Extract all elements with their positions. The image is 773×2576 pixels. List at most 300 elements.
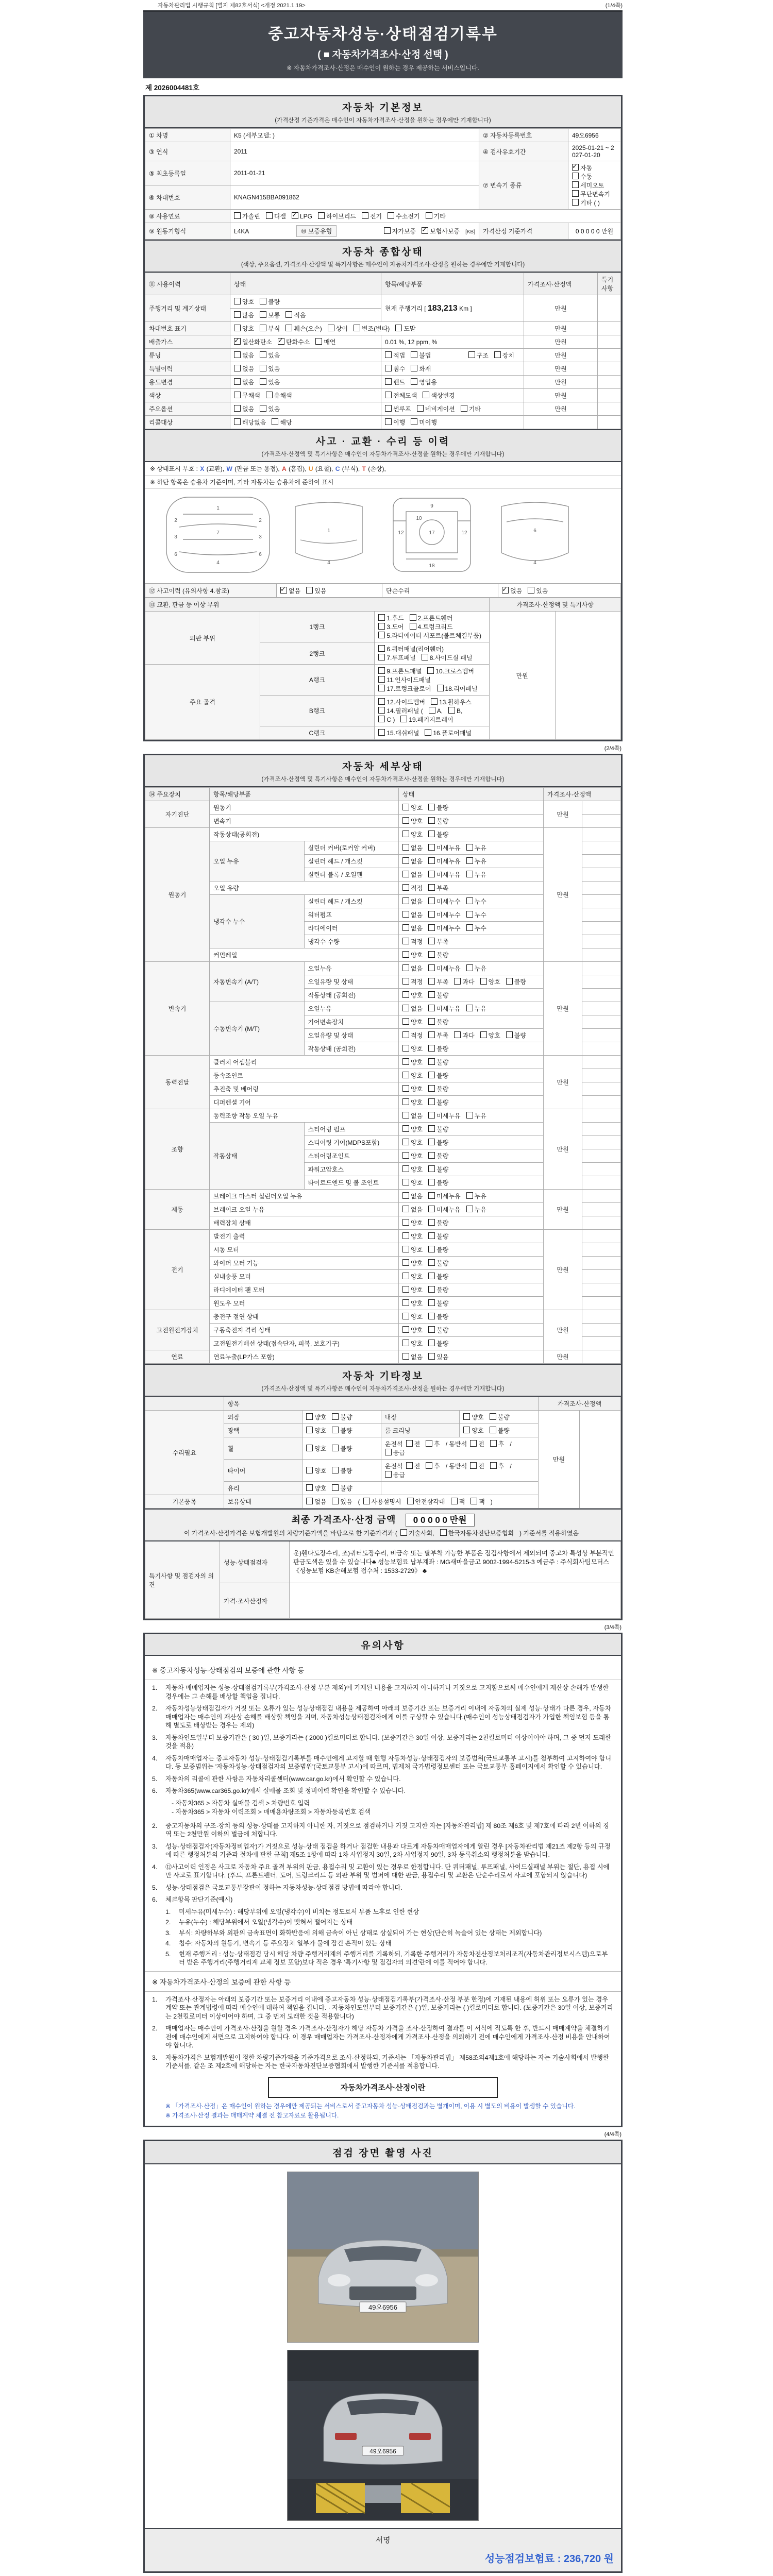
checkbox-양호[interactable]	[402, 1219, 409, 1226]
repair-group-label: 수리필요	[145, 1411, 224, 1495]
checkbox-양호[interactable]	[402, 1299, 409, 1306]
checkbox-양호[interactable]	[234, 325, 241, 331]
exchange-rank-table	[145, 598, 621, 740]
row-label: 주요옵션	[145, 402, 230, 416]
checkbox-양호[interactable]	[480, 978, 487, 985]
checkbox-14.필러패널 ([interactable]	[378, 707, 385, 714]
option-탄화수소: ✓ 탄화수소	[278, 337, 310, 346]
checkbox-양호[interactable]	[402, 1259, 409, 1266]
checkbox-훼손(오손)[interactable]	[285, 325, 292, 331]
detail-header: 항목/해당부품	[210, 788, 399, 801]
checkbox-불량[interactable]	[506, 1031, 513, 1038]
regulation-line	[143, 0, 623, 10]
checkbox-양호[interactable]	[306, 1467, 313, 1473]
checkbox-양호[interactable]	[402, 804, 409, 810]
checkbox-한국자동차진단보증협회[interactable]	[440, 1529, 447, 1536]
note-cell	[582, 922, 621, 935]
checkbox-가솔린[interactable]	[234, 212, 241, 219]
etc-empty	[381, 1482, 538, 1495]
detail-header: 가격조사·산정액	[544, 788, 621, 801]
status-options	[399, 1310, 544, 1324]
checkbox-불량[interactable]	[332, 1427, 339, 1433]
item-label: 시동 모터	[210, 1243, 399, 1257]
checkbox-적정[interactable]	[402, 978, 409, 985]
row-label: 특별이력	[145, 362, 230, 376]
checkbox-네비게이션[interactable]	[417, 405, 424, 412]
checkbox-침수[interactable]	[385, 365, 392, 371]
checkbox-없음[interactable]	[402, 1005, 409, 1011]
option-양호: 양호	[306, 1484, 326, 1493]
item-label: 충전구 절연 상태	[210, 1310, 399, 1324]
checkbox-누수[interactable]	[466, 897, 473, 904]
checkbox-후[interactable]	[426, 1462, 432, 1469]
checkbox-사용설명서[interactable]	[363, 1498, 370, 1504]
checkbox-8.사이드실 패널[interactable]	[422, 654, 428, 660]
option-네비게이션: 네비게이션	[417, 404, 455, 413]
item-label: 와이퍼 모터 기능	[210, 1257, 399, 1270]
option-18.리어패널: 18.리어패널	[437, 684, 478, 693]
field-value-transmission	[568, 161, 621, 210]
sub-item-label: 스티어링 기어(MDPS포함)	[304, 1136, 399, 1149]
checkbox-미세누유[interactable]	[428, 1005, 435, 1011]
checkbox-A,[interactable]	[429, 707, 435, 714]
note-cell	[582, 1069, 621, 1082]
checkbox-없음[interactable]	[402, 844, 409, 851]
checkbox-자가보증[interactable]	[384, 227, 391, 234]
checkbox-양호[interactable]	[402, 1179, 409, 1185]
checkbox-양호[interactable]	[402, 1273, 409, 1279]
checkbox-불량[interactable]	[428, 1313, 435, 1319]
checkbox-18.리어패널[interactable]	[437, 685, 444, 691]
checkbox-없음[interactable]	[402, 964, 409, 971]
option-없음: 없음	[402, 910, 423, 919]
checkbox-부족[interactable]	[428, 1031, 435, 1038]
checkbox-미세누유[interactable]	[428, 1206, 435, 1212]
option-양호: 양호	[402, 1339, 423, 1348]
checkbox-불량[interactable]	[428, 831, 435, 837]
checkbox-양호[interactable]	[306, 1445, 313, 1451]
detail-row	[145, 962, 621, 975]
checkbox-양호[interactable]	[402, 1326, 409, 1333]
checkbox-썬루프[interactable]	[385, 405, 392, 412]
checkbox-기술사회,[interactable]	[400, 1529, 407, 1536]
checkbox-없음[interactable]	[402, 1192, 409, 1199]
checkbox-적정[interactable]	[402, 1031, 409, 1038]
option-17.트렁크플로어: 17.트렁크플로어	[378, 684, 431, 693]
checkbox-불량[interactable]	[428, 1246, 435, 1252]
checkbox-과다[interactable]	[454, 1031, 461, 1038]
checkbox-불량[interactable]	[428, 1072, 435, 1078]
checkbox-불량[interactable]	[428, 1340, 435, 1346]
checkbox-있음[interactable]	[260, 378, 266, 385]
checkbox-보험사보증[interactable]	[422, 227, 428, 234]
checkbox-유채색[interactable]	[266, 392, 273, 398]
option-A,: A,	[429, 707, 443, 715]
svg-text:3: 3	[174, 534, 177, 540]
checkbox-없음[interactable]	[402, 1353, 409, 1360]
option-양호: 양호	[402, 1018, 423, 1026]
checkbox-기타[interactable]	[461, 405, 467, 412]
checkbox-부족[interactable]	[428, 978, 435, 985]
svg-text:7: 7	[216, 530, 220, 536]
checkbox-불량[interactable]	[490, 1413, 496, 1420]
checkbox-양호[interactable]	[402, 1058, 409, 1065]
option-후: 후	[490, 1462, 505, 1470]
basic-items-sublabel: 보유상태	[224, 1495, 303, 1509]
etc-item-label: 휠	[224, 1437, 303, 1460]
checkbox-불량[interactable]	[332, 1484, 339, 1491]
device-label: 전기	[145, 1230, 210, 1310]
checkbox-누유[interactable]	[466, 844, 473, 851]
checkbox-양호[interactable]	[402, 831, 409, 837]
checkbox-없음[interactable]	[402, 871, 409, 877]
checkbox-누유[interactable]	[466, 964, 473, 971]
checkbox-17.트렁크플로어[interactable]	[378, 685, 385, 691]
checkbox-3.도어[interactable]	[378, 623, 385, 630]
checkbox-19.패키지트레이[interactable]	[400, 716, 407, 722]
checkbox-화재[interactable]	[411, 365, 417, 371]
checkbox-디젤[interactable]	[266, 212, 273, 219]
status-code-W: W	[226, 465, 232, 472]
checkbox-도말[interactable]	[395, 325, 402, 331]
checkbox-양호[interactable]	[402, 1340, 409, 1346]
checkbox-장치[interactable]	[494, 351, 501, 358]
checkbox-불량[interactable]	[428, 1326, 435, 1333]
option-적정: 적정	[402, 977, 423, 986]
checkbox-전[interactable]	[470, 1462, 477, 1469]
checkbox-양호[interactable]	[402, 1232, 409, 1239]
checkbox-적정[interactable]	[402, 938, 409, 944]
checkbox-불량[interactable]	[428, 1018, 435, 1025]
checkbox-양호[interactable]	[402, 1098, 409, 1105]
checkbox-양호[interactable]	[402, 1085, 409, 1092]
option-text: (	[358, 1498, 360, 1505]
checkbox-양호[interactable]	[463, 1427, 470, 1433]
option-색상변경: 색상변경	[423, 391, 455, 400]
checkbox-렌트[interactable]	[385, 378, 392, 385]
checkbox-해당없음[interactable]	[234, 418, 241, 425]
checkbox-후[interactable]	[426, 1440, 432, 1447]
checkbox-양호[interactable]	[402, 1072, 409, 1078]
checkbox-양호[interactable]	[402, 1165, 409, 1172]
checkbox-후[interactable]	[490, 1440, 497, 1447]
checkbox-불량[interactable]	[332, 1445, 339, 1451]
option-없음: 없음	[402, 924, 423, 933]
checkbox-불량[interactable]	[428, 1273, 435, 1279]
option-불량: 불량	[332, 1426, 352, 1435]
checkbox-불량[interactable]	[428, 1299, 435, 1306]
checkbox-불량[interactable]	[428, 817, 435, 824]
checkbox-이행[interactable]	[385, 418, 392, 425]
svg-text:6: 6	[259, 552, 262, 557]
note-cell	[582, 1243, 621, 1257]
checkbox-11.인사이드패널[interactable]	[378, 676, 385, 683]
checkbox-미세누수[interactable]	[428, 924, 435, 931]
checkbox-1.후드[interactable]	[378, 614, 385, 621]
checkbox-있음[interactable]	[332, 1498, 339, 1504]
checkbox-불량[interactable]	[428, 1125, 435, 1132]
sub-item-label: 스티어링조인트	[304, 1149, 399, 1163]
checkbox-양호[interactable]	[306, 1484, 313, 1491]
checkbox-부족[interactable]	[428, 884, 435, 891]
checkbox-불량[interactable]	[428, 1045, 435, 1052]
checkbox-미세누유[interactable]	[428, 1192, 435, 1199]
checkbox-누유[interactable]	[466, 1206, 473, 1212]
checkbox-6.쿼터패널(리어휀더)[interactable]	[378, 645, 385, 652]
checkbox-없음[interactable]	[234, 351, 241, 358]
checkbox-누유[interactable]	[466, 1005, 473, 1011]
checkbox-불량[interactable]	[428, 1165, 435, 1172]
notice-item: 6. 체크항목 판단기준(예시)	[152, 1896, 233, 1903]
checkbox-5.라디에이터 서포트(볼트체결부품)[interactable]	[378, 632, 385, 638]
checkbox-있음[interactable]	[260, 351, 266, 358]
etc-note: (가격조사·산정액 및 특기사항은 매수인이 자동차가격조사·산정을 원하는 경우에만 기재합니다)	[261, 1386, 505, 1392]
price-cell: 만원	[524, 295, 598, 322]
checkbox-미세누수[interactable]	[428, 897, 435, 904]
checkbox-12.사이드멤버[interactable]	[378, 698, 385, 705]
checkbox-불법[interactable]	[411, 351, 417, 358]
checkbox-양호[interactable]	[402, 951, 409, 958]
checkbox-양호[interactable]	[402, 1018, 409, 1025]
checkbox-없음[interactable]	[402, 911, 409, 918]
checkbox-자동[interactable]	[572, 164, 579, 171]
checkbox-전[interactable]	[470, 1440, 477, 1447]
checkbox-있음[interactable]	[306, 587, 313, 594]
checkbox-전체도색[interactable]	[385, 392, 392, 398]
checkbox-있음[interactable]	[260, 365, 266, 371]
checkbox-구조[interactable]	[468, 351, 475, 358]
status-options	[399, 828, 544, 841]
checkbox-없음[interactable]	[402, 1112, 409, 1118]
checkbox-무채색[interactable]	[234, 392, 241, 398]
checkbox-불량[interactable]	[428, 991, 435, 998]
checkbox-불량[interactable]	[428, 804, 435, 810]
sub-item-label: 오일유량 및 상태	[304, 975, 399, 989]
checkbox-없음[interactable]	[306, 1498, 313, 1504]
checkbox-하이브리드[interactable]	[318, 212, 325, 219]
checkbox-양호[interactable]	[480, 1031, 487, 1038]
checkbox-해당[interactable]	[272, 418, 278, 425]
item-label: 클러치 어셈블리	[210, 1056, 399, 1069]
checkbox-전기[interactable]	[362, 212, 368, 219]
checkbox-미세누수[interactable]	[428, 911, 435, 918]
checkbox-일산화탄소[interactable]	[234, 338, 241, 345]
sub-item-label: 작동상태 (공회전)	[304, 989, 399, 1002]
option-불량: 불량	[428, 803, 448, 812]
checkbox-누유[interactable]	[466, 871, 473, 877]
checkbox-기타 ( )[interactable]	[572, 199, 579, 206]
checkbox-2.프론트휀더[interactable]	[410, 614, 416, 621]
notice-item: 5. 성능·상태점검은 국토교통부장관이 정하는 자동차성능·상태점검 방법에 따라야 합니다.	[152, 1884, 402, 1891]
option-전: 전	[470, 1462, 484, 1470]
checkbox-양호[interactable]	[402, 991, 409, 998]
checkbox-잭[interactable]	[451, 1498, 458, 1504]
checkbox-과다[interactable]	[454, 978, 461, 985]
checkbox-잭[interactable]	[470, 1498, 477, 1504]
checkbox-있음[interactable]	[428, 1353, 435, 1360]
checkbox-불량[interactable]	[428, 1259, 435, 1266]
checkbox-없음[interactable]	[502, 587, 509, 594]
checkbox-4.트렁크리드[interactable]	[410, 623, 416, 630]
price-cell: 만원	[544, 1190, 582, 1230]
checkbox-없음[interactable]	[280, 587, 287, 594]
option-8.사이드실 패널: 8.사이드실 패널	[422, 653, 473, 662]
checkbox-양호[interactable]	[234, 298, 241, 304]
checkbox-보통[interactable]	[260, 311, 266, 318]
checkbox-탄화수소[interactable]	[278, 338, 284, 345]
checkbox-양호[interactable]	[402, 1125, 409, 1132]
checkbox-기타[interactable]	[426, 212, 432, 219]
note-cell	[598, 416, 621, 429]
checkbox-미세누유[interactable]	[428, 844, 435, 851]
checkbox-양호[interactable]	[463, 1413, 470, 1420]
checkbox-미세누유[interactable]	[428, 1112, 435, 1118]
checkbox-부식[interactable]	[260, 325, 266, 331]
checkbox-전[interactable]	[406, 1462, 413, 1469]
checkbox-세미오토[interactable]	[572, 181, 579, 188]
option-text: 이 가격조사·산정가격은 보험개발원의 차량기준가액을 바탕으로 한 기준가격과 (	[183, 1530, 397, 1537]
checkbox-불량[interactable]	[428, 1219, 435, 1226]
checkbox-수소전기[interactable]	[388, 212, 394, 219]
option-불량: 불량	[428, 1299, 448, 1308]
checkbox-양호[interactable]	[402, 1313, 409, 1319]
checkbox-영업용[interactable]	[411, 378, 417, 385]
checkbox-불량[interactable]	[428, 1058, 435, 1065]
checkbox-불량[interactable]	[428, 1286, 435, 1293]
checkbox-C )[interactable]	[378, 716, 385, 722]
checkbox-무단변속기[interactable]	[572, 190, 579, 197]
checkbox-안전삼각대[interactable]	[407, 1498, 414, 1504]
checkbox-B,[interactable]	[448, 707, 455, 714]
note-cell	[582, 1297, 621, 1310]
checkbox-수동[interactable]	[572, 173, 579, 179]
option-매연: 매연	[315, 337, 335, 346]
checkbox-누유[interactable]	[466, 857, 473, 864]
checkbox-불량[interactable]	[332, 1467, 339, 1473]
checkbox-있음[interactable]	[260, 405, 266, 412]
rank-label: A랭크	[260, 665, 375, 696]
checkbox-미이행[interactable]	[411, 418, 417, 425]
checkbox-13.휠하우스[interactable]	[431, 698, 438, 705]
checkbox-색상변경[interactable]	[423, 392, 429, 398]
checkbox-불량[interactable]	[428, 1085, 435, 1092]
checkbox-불량[interactable]	[260, 298, 266, 304]
checkbox-적음[interactable]	[285, 311, 292, 318]
checkbox-양호[interactable]	[306, 1413, 313, 1420]
checkbox-누유[interactable]	[466, 1192, 473, 1199]
checkbox-상이[interactable]	[328, 325, 334, 331]
checkbox-불량[interactable]	[490, 1427, 496, 1433]
section-box-b	[143, 754, 623, 1620]
checkbox-양호[interactable]	[402, 1246, 409, 1252]
option-누유: 누유	[466, 843, 486, 852]
checkbox-10.크로스멤버[interactable]	[427, 667, 434, 674]
checkbox-양호[interactable]	[402, 1286, 409, 1293]
checkbox-양호[interactable]	[306, 1427, 313, 1433]
checkbox-누수[interactable]	[466, 924, 473, 931]
checkbox-불량[interactable]	[428, 1179, 435, 1185]
option-렌트: 렌트	[385, 378, 405, 386]
checkbox-없음[interactable]	[234, 378, 241, 385]
checkbox-미세누유[interactable]	[428, 964, 435, 971]
checkbox-전[interactable]	[406, 1440, 413, 1447]
status-options	[399, 1243, 544, 1257]
checkbox-후[interactable]	[490, 1462, 497, 1469]
option-불량: 불량	[428, 1165, 448, 1174]
notice-item: 1. 가격조사·산정자는 아래의 보증기간 또는 보증거리 이내에 중고자동차 성능·상태점검기록부(가격조사·산정 부분 한정)에 기재된 내용에 허위 또는 오류가 있는 경우 계약 또는 관계법령에 따라 매수인에 대하여 책임을 집니다. · 자동차인도일부터 보증기간은 ( )일, 보증거리는 ( )킬로미터로 합니다. (보증기간은 30일 이상, 보증거리는 2천킬로미터 이상이어야 하며, 그 중 먼저 도래한 것을 적용합니다)	[152, 1995, 613, 2020]
panel-group-label: 외판 부위	[145, 612, 260, 665]
checkbox-불량[interactable]	[428, 951, 435, 958]
note-cell	[582, 1230, 621, 1243]
checkbox-양호[interactable]	[402, 1139, 409, 1145]
checkbox-미세누유[interactable]	[428, 857, 435, 864]
checkbox-적법[interactable]	[385, 351, 392, 358]
status-options	[399, 1216, 544, 1230]
checkbox-15.대쉬패널[interactable]	[378, 729, 385, 736]
checkbox-불량[interactable]	[506, 978, 513, 985]
checkbox-누수[interactable]	[466, 911, 473, 918]
option-13.휠하우스: 13.휠하우스	[431, 698, 472, 706]
detail-table	[145, 787, 621, 1364]
checkbox-없음[interactable]	[402, 857, 409, 864]
note-cell	[582, 1149, 621, 1163]
checkbox-미세누유[interactable]	[428, 871, 435, 877]
option-양호: 양호	[402, 1259, 423, 1267]
option-불량: 불량	[332, 1484, 352, 1493]
checkbox-없음[interactable]	[234, 365, 241, 371]
checkbox-적정[interactable]	[402, 884, 409, 891]
rank-parts	[375, 642, 490, 665]
item-label: 커먼레일	[210, 948, 399, 962]
checkbox-7.루프패널[interactable]	[378, 654, 385, 660]
checkbox-불량[interactable]	[332, 1413, 339, 1420]
checkbox-응급[interactable]	[385, 1471, 392, 1478]
checkbox-응급[interactable]	[385, 1449, 392, 1455]
checkbox-없음[interactable]	[402, 924, 409, 931]
checkbox-불량[interactable]	[428, 1152, 435, 1159]
checkbox-없음[interactable]	[402, 1206, 409, 1212]
checkbox-누유[interactable]	[466, 1112, 473, 1118]
checkbox-양호[interactable]	[402, 1152, 409, 1159]
checkbox-양호[interactable]	[402, 817, 409, 824]
option-양호: 양호	[306, 1426, 326, 1435]
checkbox-있음[interactable]	[528, 587, 534, 594]
option-누유: 누유	[466, 1111, 486, 1120]
checkbox-16.플로어패널[interactable]	[425, 729, 431, 736]
checkbox-불량[interactable]	[428, 1098, 435, 1105]
option-불량: 불량	[428, 1084, 448, 1093]
checkbox-9.프론트패널[interactable]	[378, 667, 385, 674]
option-11.인사이드패널: 11.인사이드패널	[378, 675, 430, 684]
checkbox-없음[interactable]	[234, 405, 241, 412]
checkbox-양호[interactable]	[402, 1045, 409, 1052]
checkbox-많음[interactable]	[234, 311, 241, 318]
option-해당: 해당	[272, 418, 292, 427]
checkbox-LPG[interactable]	[292, 212, 298, 219]
accident-history-label: ⑫ 사고이력 (유의사항 4.참조)	[145, 584, 277, 598]
checkbox-불량[interactable]	[428, 1139, 435, 1145]
option-4.트렁크리드: 4.트렁크리드	[410, 622, 453, 631]
checkbox-불량[interactable]	[428, 1232, 435, 1239]
table-row	[145, 402, 621, 416]
note-cell	[582, 868, 621, 882]
checkbox-없음[interactable]	[402, 897, 409, 904]
option-양호: 양호	[402, 1232, 423, 1241]
criteria-item: 2. 누유(누수) : 해당부위에서 오일(냉각수)이 맺혀서 떨어지는 상태	[165, 1919, 353, 1926]
checkbox-변조(변타)[interactable]	[354, 325, 360, 331]
checkbox-매연[interactable]	[315, 338, 322, 345]
checkbox-부족[interactable]	[428, 938, 435, 944]
